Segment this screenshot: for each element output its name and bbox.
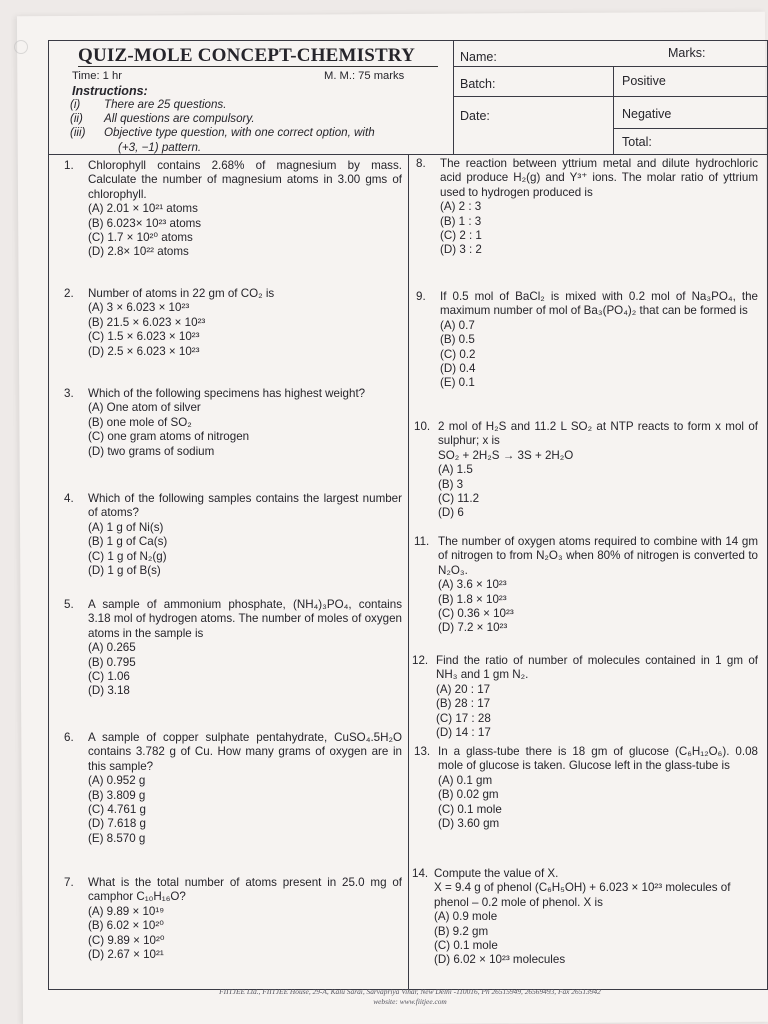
question-item [88,492,402,578]
column-divider [408,154,409,990]
question-stem: Find the ratio of number of molecules contained in 1 gm of NH₃ and 1 gm N₂. [436,654,758,682]
question-item [88,387,402,459]
question-item [436,654,758,740]
question-stem: Which of the following samples contains the largest number of atoms? [88,492,402,520]
answer-option[interactable]: (B) 21.5 × 6.023 × 10²³ [88,315,206,329]
question-item [88,287,402,359]
answer-option[interactable]: (A) 3.6 × 10²³ [438,578,507,592]
answer-option[interactable]: (A) 0.9 mole [434,910,498,924]
question-stem: A sample of ammonium phosphate, (NH₄)₃PO₄, contains 3.18 mol of hydrogen atoms. The number of moles of oxygen atoms in the sample is [88,598,402,640]
instruction-item [70,141,201,154]
max-marks-label: M. M.: 75 marks [324,70,405,82]
marks-divider [613,66,614,154]
answer-option[interactable]: (D) two grams of sodium [88,444,215,458]
date-label: Date: [460,109,490,123]
question-number: 10. [414,420,431,433]
instruction-item [70,126,375,139]
question-number: 1. [64,159,74,172]
question-item [438,535,758,636]
total-label: Total: [622,135,652,149]
question-stem: 2 mol of H₂S and 11.2 L SO₂ at NTP reacts to form x mol of sulphur; x is [438,420,758,448]
answer-option[interactable]: (B) 1 : 3 [440,214,482,228]
question-stem: Chlorophyll contains 2.68% of magnesium by mass. Calculate the number of magnesium atoms in 3.00 gms of chlorophyll. [88,159,402,201]
answer-option[interactable]: (D) 7.618 g [88,817,146,831]
question-item [434,867,758,968]
answer-option[interactable]: (A) 1.5 [438,463,473,477]
time-label: Time: 1 hr [72,70,122,82]
instruction-text: Objective type question, with one correct option, with [104,126,375,139]
page-title: QUIZ-MOLE CONCEPT-CHEMISTRY [78,45,416,66]
question-item [438,420,758,521]
answer-option[interactable]: (C) 0.2 [440,347,476,361]
negative-label: Negative [622,107,672,121]
answer-option[interactable]: (D) 2.8× 10²² atoms [88,245,189,259]
answer-option[interactable]: (B) 28 : 17 [436,697,491,711]
answer-option[interactable]: (C) 1.5 × 6.023 × 10²³ [88,330,200,344]
answer-option[interactable]: (C) 9.89 × 10²⁰ [88,933,165,947]
instruction-number: (i) [70,98,81,111]
answer-option[interactable]: (B) 9.2 gm [434,924,489,938]
answer-option[interactable]: (A) 0.265 [88,641,136,655]
footer-address: FIITJEE Ltd., FIITJEE House, 29-A, Kalu Sarai, Sarvapriya Vihar, New Delhi -110016, Ph 26515949, 26569493, Fax 26513942 [219,987,601,996]
answer-option[interactable]: (C) 0.36 × 10²³ [438,607,514,621]
question-equation: X = 9.4 g of phenol (C₆H₅OH) + 6.023 × 10²³ molecules of phenol – 0.2 mole of phenol. X is [434,881,731,909]
question-number: 6. [64,731,74,744]
answer-option[interactable]: (A) 1 g of Ni(s) [88,520,164,534]
answer-option[interactable]: (D) 14 : 17 [436,726,491,740]
answer-option[interactable]: (C) 1.06 [88,670,130,684]
question-number: 8. [416,157,426,170]
question-number: 5. [64,598,74,611]
question-item [438,745,758,831]
question-number: 4. [64,492,74,505]
instruction-number: (ii) [70,112,83,125]
answer-option[interactable]: (C) 1.7 × 10²⁰ atoms [88,231,193,245]
answer-option[interactable]: (C) 11.2 [438,492,480,506]
answer-option[interactable]: (A) 2.01 × 10²¹ atoms [88,202,198,216]
answer-option[interactable]: (C) 0.1 mole [434,939,498,953]
question-stem: Number of atoms in 22 gm of CO₂ is [88,287,275,300]
question-stem: What is the total number of atoms present in 25.0 mg of camphor C₁₀H₁₆O? [88,876,402,904]
question-stem: A sample of copper sulphate pentahydrate, CuSO₄.5H₂O contains 3.782 g of Cu. How many grams of oxygen are in this sample? [88,731,402,773]
answer-option[interactable]: (D) 7.2 × 10²³ [438,621,508,635]
answer-option[interactable]: (A) 0.1 gm [438,773,493,787]
question-stem: If 0.5 mol of BaCl₂ is mixed with 0.2 mol of Na₃PO₄, the maximum number of mol of Ba₃(PO₄)₂ that can be formed is [440,290,758,318]
answer-option[interactable]: (D) 0.4 [440,362,476,376]
question-number: 9. [416,290,426,303]
question-item [440,290,758,391]
question-item [88,876,402,962]
question-stem: Which of the following specimens has highest weight? [88,387,366,400]
answer-option[interactable]: (C) 4.761 g [88,803,146,817]
question-number: 14. [412,867,429,880]
question-stem: The number of oxygen atoms required to combine with 14 gm of nitrogen to from N₂O₃ when 80% of nitrogen is converted to N₂O₃. [438,535,758,577]
instruction-text: All questions are compulsory. [104,112,255,125]
answer-option[interactable]: (D) 3 : 2 [440,243,482,257]
answer-option[interactable]: (B) 1.8 × 10²³ [438,592,507,606]
answer-option[interactable]: (B) 6.023× 10²³ atoms [88,216,202,230]
footer-website: website: www.fiitjee.com [373,997,447,1006]
header-row-line [613,128,768,129]
punch-hole-icon [14,40,28,54]
footer [120,987,700,1007]
answer-option[interactable]: (A) 2 : 3 [440,200,482,214]
answer-option[interactable]: (B) 0.795 [88,655,136,669]
question-number: 11. [414,535,430,548]
instructions-heading: Instructions: [72,84,148,98]
positive-label: Positive [622,74,666,88]
answer-option[interactable]: (B) one mole of SO₂ [88,415,192,429]
question-item [88,731,402,846]
header-row-line [453,96,768,97]
answer-option[interactable]: (B) 3.809 g [88,788,146,802]
instruction-text: (+3, −1) pattern. [118,141,202,154]
header-row-line [453,66,768,67]
answer-option[interactable]: (D) 3.60 gm [438,817,500,831]
answer-option[interactable]: (C) 1 g of N₂(g) [88,549,167,563]
question-stem: The reaction between yttrium metal and dilute hydrochloric acid produce H₂(g) and Y³⁺ ions. The molar ratio of yttrium used to hydrogen produced is [440,157,758,199]
answer-option[interactable]: (E) 0.1 [440,376,475,390]
instruction-number: (iii) [70,126,86,139]
answer-option[interactable]: (D) 3.18 [88,684,130,698]
marks-label: Marks: [668,46,706,60]
answer-option[interactable]: (D) 2.67 × 10²¹ [88,948,164,962]
answer-option[interactable]: (D) 1 g of B(s) [88,564,161,578]
question-stem: Compute the value of X. [434,867,559,880]
name-label: Name: [460,50,497,64]
question-stem: In a glass-tube there is 18 gm of glucose (C₆H₁₂O₆). 0.08 mole of glucose is taken. Glucose left in the glass-tube is [438,745,758,773]
answer-option[interactable]: (A) 0.7 [440,318,475,332]
answer-option[interactable]: (A) 20 : 17 [436,682,491,696]
answer-option[interactable]: (A) 9.89 × 10¹⁹ [88,904,165,918]
title-underline [78,66,438,67]
question-number: 13. [414,745,431,758]
question-item [88,598,402,699]
question-item [440,157,758,258]
instruction-item [70,98,226,111]
answer-option[interactable]: (E) 8.570 g [88,831,146,845]
question-number: 2. [64,287,74,300]
answer-option[interactable]: (C) 0.1 mole [438,802,502,816]
question-number: 3. [64,387,74,400]
answer-option[interactable]: (A) One atom of silver [88,401,201,415]
instruction-item [70,112,255,125]
answer-option[interactable]: (C) 17 : 28 [436,711,491,725]
answer-option[interactable]: (C) 2 : 1 [440,229,482,243]
answer-option[interactable]: (B) 3 [438,477,464,491]
answer-option[interactable]: (C) one gram atoms of nitrogen [88,430,250,444]
answer-option[interactable]: (B) 0.5 [440,333,475,347]
answer-option[interactable]: (D) 6.02 × 10²³ molecules [434,953,566,967]
answer-option[interactable]: (B) 0.02 gm [438,788,499,802]
answer-option[interactable]: (D) 6 [438,506,464,520]
answer-option[interactable]: (B) 6.02 × 10²⁰ [88,919,164,933]
batch-label: Batch: [460,77,496,91]
instruction-text: There are 25 questions. [104,98,227,111]
answer-option[interactable]: (B) 1 g of Ca(s) [88,535,168,549]
question-number: 7. [64,876,74,889]
answer-option[interactable]: (A) 3 × 6.023 × 10²³ [88,301,190,315]
answer-option[interactable]: (A) 0.952 g [88,774,146,788]
question-item [88,159,402,260]
question-equation: SO₂ + 2H₂S → 3S + 2H₂O [438,448,574,462]
question-number: 12. [412,654,429,667]
answer-option[interactable]: (D) 2.5 × 6.023 × 10²³ [88,344,200,358]
